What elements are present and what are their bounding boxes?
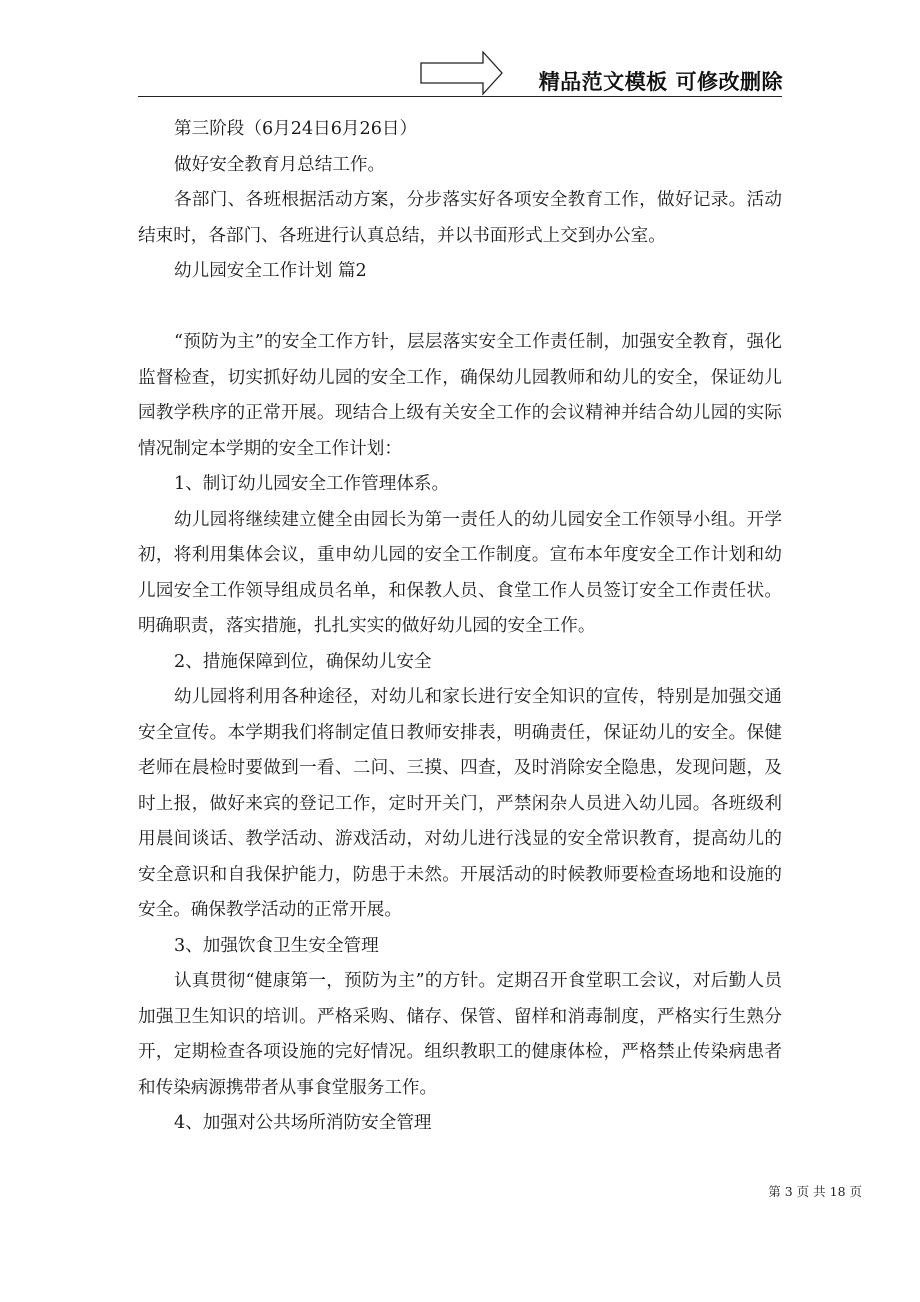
header-divider bbox=[138, 96, 782, 97]
paragraph: “预防为主”的安全工作方针，层层落实安全工作责任制，加强安全教育，强化监督检查，切实抓好幼儿园的安全工作，确保幼儿园教师和幼儿的安全，保证幼儿园教学秩序的正常开展。现结合上级有关安全工作的会议精神并结合幼儿园的实际情况制定本学期的安全工作计划： bbox=[138, 332, 782, 459]
blank-line bbox=[138, 290, 782, 326]
paragraph-heading: 1、制订幼儿园安全工作管理体系。 bbox=[174, 474, 450, 494]
paragraph-heading: 3、加强饮食卫生安全管理 bbox=[174, 935, 379, 956]
paragraph: 第三阶段（6月24日6月26日） bbox=[174, 119, 418, 139]
paragraph: 认真贯彻“健康第一，预防为主”的方针。定期召开食堂职工会议，对后勤人员加强卫生知识的培训。严格采购、储存、保管、留样和消毒制度，严格实行生熟分开，定期检查各项设施的完好情况。组织教职工的健康体检，严格禁止传染病患者和传染病源携带者从事食堂服务工作。 bbox=[138, 971, 782, 1098]
right-arrow-icon bbox=[420, 50, 504, 96]
section-title: 幼儿园安全工作计划 篇2 bbox=[174, 261, 367, 281]
paragraph: 做好安全教育月总结工作。 bbox=[174, 154, 386, 175]
page-number: 第 3 页 共 18 页 bbox=[768, 1184, 862, 1199]
paragraph: 各部门、各班根据活动方案，分步落实好各项安全教育工作，做好记录。活动结束时，各部门、各班进行认真总结，并以书面形式上交到办公室。 bbox=[138, 190, 782, 246]
header-title: 精品范文模板 可修改删除 bbox=[538, 70, 783, 94]
paragraph: 幼儿园将利用各种途径，对幼儿和家长进行安全知识的宣传，特别是加强交通安全宣传。本学期我们将制定值日教师安排表，明确责任，保证幼儿的安全。保健老师在晨检时要做到一看、二问、三摸、四查，及时消除安全隐患，发现问题，及时上报，做好来宾的登记工作，定时开关门，严禁闲杂人员进入幼儿园。各班级利用晨间谈话、教学活动、游戏活动，对幼儿进行浅显的安全常识教育，提高幼儿的安全意识和自我保护能力，防患于未然。开展活动的时候教师要检查场地和设施的安全。确保教学活动的正常开展。 bbox=[138, 687, 782, 920]
paragraph-heading: 2、措施保障到位，确保幼儿安全 bbox=[174, 651, 432, 672]
document-body bbox=[138, 112, 782, 1142]
paragraph: 幼儿园将继续建立健全由园长为第一责任人的幼儿园安全工作领导小组。开学初，将利用集体会议，重申幼儿园的安全工作制度。宣布本年度安全工作计划和幼儿园安全工作领导组成员名单，和保教人员、食堂工作人员签订安全工作责任状。明确职责，落实措施，扎扎实实的做好幼儿园的安全工作。 bbox=[138, 509, 782, 636]
paragraph-heading: 4、加强对公共场所消防安全管理 bbox=[174, 1113, 432, 1133]
